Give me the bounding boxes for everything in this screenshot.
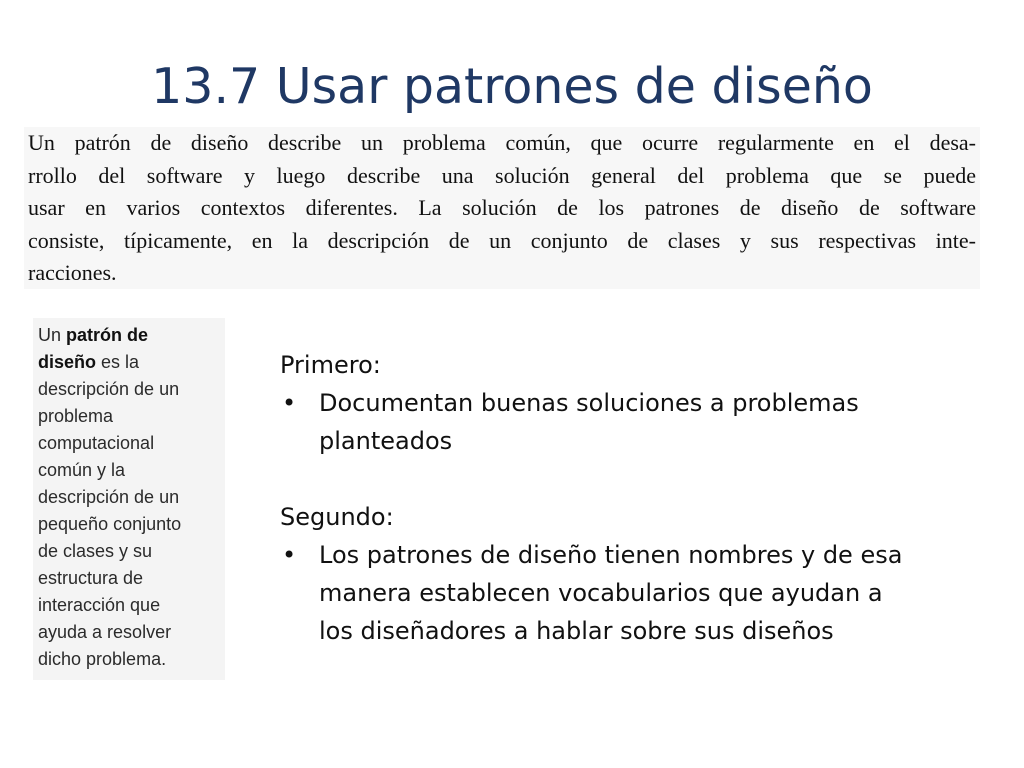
sidebar-line xyxy=(38,322,225,349)
sidebar-plain-text: es la xyxy=(96,352,140,372)
bullet-text-line: Documentan buenas soluciones a problemas xyxy=(319,389,859,417)
slide-title: 13.7 Usar patrones de diseño xyxy=(151,58,873,115)
section-first xyxy=(280,346,1000,460)
sidebar-line: ayuda a resolver xyxy=(38,622,172,642)
slide-body xyxy=(280,346,1000,650)
definition-line: rrollo del software y luego describe una solución general del problema que se puede xyxy=(28,162,976,188)
section-spacer xyxy=(280,460,1000,498)
sidebar-line: estructura de xyxy=(38,568,144,588)
sidebar-line: interacción que xyxy=(38,595,161,615)
sidebar-line: problema xyxy=(38,406,114,426)
sidebar-bold-text: diseño xyxy=(38,352,97,372)
definition-line: racciones. xyxy=(28,260,117,285)
sidebar-line: común y la xyxy=(38,460,126,480)
definition-line: usar en varios contextos diferentes. La solución de los patrones de diseño de software xyxy=(28,195,976,220)
section-heading: Primero: xyxy=(280,351,381,379)
sidebar-line: de clases y su xyxy=(38,541,153,561)
sidebar-line: computacional xyxy=(38,433,155,453)
bullet-icon: • xyxy=(282,389,297,417)
definition-text xyxy=(24,127,980,289)
sidebar-line: descripción de un xyxy=(38,379,180,399)
section-second xyxy=(280,498,1000,650)
sidebar-bold-text: patrón de xyxy=(66,325,149,345)
bullet-text-line: manera establecen vocabularios que ayudan a xyxy=(319,579,883,607)
sidebar-line: pequeño conjunto xyxy=(38,514,182,534)
definition-line: Un patrón de diseño describe un problema común, que ocurre regularmente en el desa- xyxy=(28,130,976,155)
scanned-sidebar-definition xyxy=(33,318,225,680)
scanned-definition-paragraph xyxy=(24,127,980,289)
sidebar-line: descripción de un xyxy=(38,487,180,507)
bullet-text-line: Los patrones de diseño tienen nombres y de esa xyxy=(319,541,903,569)
bullet-icon: • xyxy=(282,541,297,569)
bullet-item xyxy=(280,536,1000,650)
sidebar-line: dicho problema. xyxy=(38,649,167,669)
bullet-item xyxy=(280,384,1000,460)
section-heading: Segundo: xyxy=(280,503,394,531)
definition-line: consiste, típicamente, en la descripción de un conjunto de clases y sus respectivas inte- xyxy=(28,227,976,253)
bullet-text-line: los diseñadores a hablar sobre sus diseños xyxy=(319,617,834,645)
sidebar-plain-text: Un xyxy=(38,325,67,345)
bullet-text-line: planteados xyxy=(319,427,453,455)
sidebar-line xyxy=(38,349,225,376)
